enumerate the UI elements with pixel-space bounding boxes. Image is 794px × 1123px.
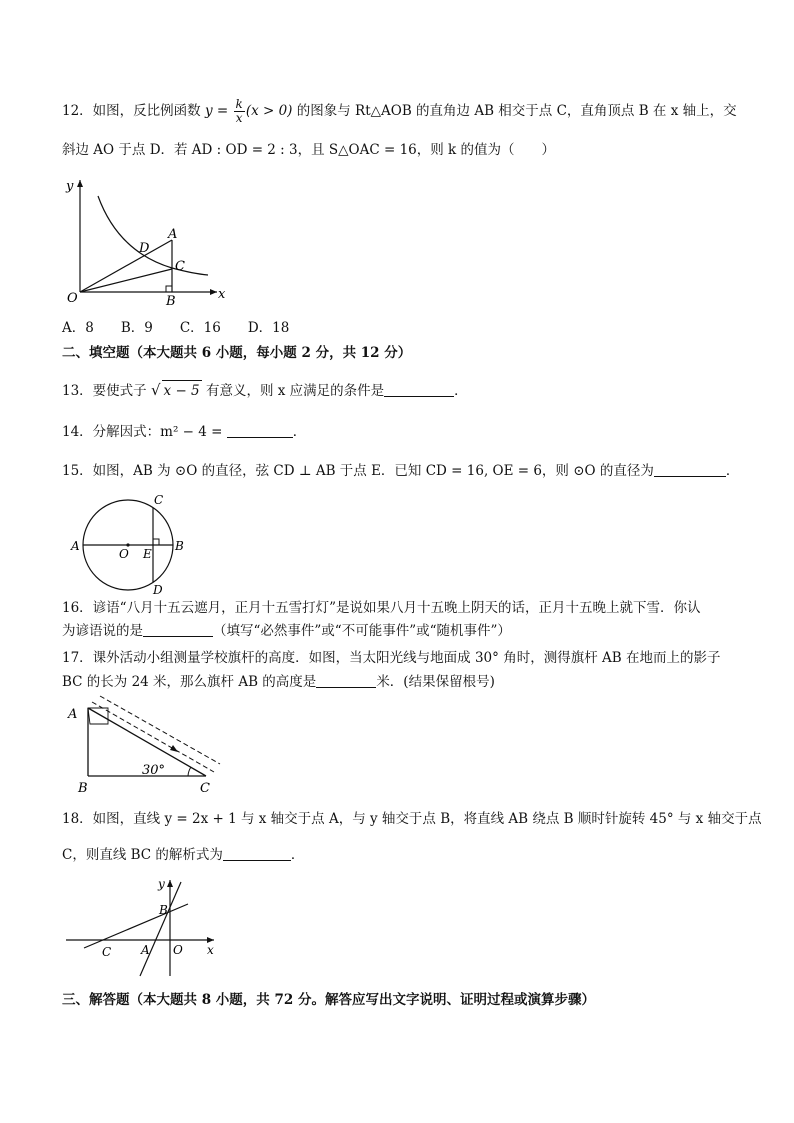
fraction-k-over-x: $\frac{k}{x}$ xyxy=(235,97,243,125)
fig12-label-A: A xyxy=(168,227,178,242)
fig15-label-A: A xyxy=(71,539,80,553)
fig18-label-B: B xyxy=(159,903,168,917)
fig17-label-A: A xyxy=(68,707,78,722)
fig15-label-B: B xyxy=(175,539,184,553)
q12-choices: A．8 B．9 C．16 D．18 xyxy=(62,320,290,336)
q15-figure xyxy=(66,492,196,596)
q16-answer-blank[interactable] xyxy=(143,622,213,637)
q16-line1: 16．谚语“八月十五云遮月，正月十五雪打灯”是说如果八月十五晚上阴天的话，正月十五晚上就下雪．你认 xyxy=(62,600,701,616)
q12-figure xyxy=(62,174,232,309)
q12-line1: 12．如图，反比例函数 y = $\frac{k}{x}$ (x > 0) 的图象与 Rt△AOB 的直角边 AB 相交于点 C，直角顶点 B 在 x 轴上，交 xyxy=(62,97,737,125)
fig18-label-x: x xyxy=(207,943,214,957)
fig12-label-D: D xyxy=(139,241,150,256)
fig12-label-O: O xyxy=(67,291,78,306)
fig12-label-B: B xyxy=(166,294,176,309)
q18-line1: 18．如图，直线 y = 2x + 1 与 x 轴交于点 A，与 y 轴交于点 B，将直线 AB 绕点 B 顺时针旋转 45° 与 x 轴交于点 xyxy=(62,811,762,827)
q16-line2: 为谚语说的是 （填写“必然事件”或“不可能事件”或“随机事件”） xyxy=(62,623,511,639)
fig18-label-C: C xyxy=(102,945,112,959)
fig18-label-y: y xyxy=(158,877,165,891)
q14-answer-blank[interactable] xyxy=(227,423,293,438)
q12-line2: 斜边 AO 于点 D．若 AD : OD = 2 : 3，且 S△OAC = 16，则 k 的值为（ ） xyxy=(62,142,556,158)
section3-heading: 三、解答题（本大题共 8 小题，共 72 分。解答应写出文字说明、证明过程或演算步骤） xyxy=(62,992,595,1008)
fig12-label-x: x xyxy=(218,287,226,302)
section2-heading: 二、填空题（本大题共 6 小题，每小题 2 分，共 12 分） xyxy=(62,345,412,361)
q18-line2: C，则直线 BC 的解析式为 ． xyxy=(62,847,305,863)
fig17-label-C: C xyxy=(200,781,210,796)
q14: 14．分解因式：m² − 4 = ． xyxy=(62,424,307,440)
fig15-label-O: O xyxy=(119,547,129,561)
fig15-label-E: E xyxy=(143,547,152,561)
fig15-label-C: C xyxy=(154,493,164,507)
fig15-label-D: D xyxy=(153,583,163,597)
q15-answer-blank[interactable] xyxy=(654,462,726,477)
q17-answer-blank[interactable] xyxy=(316,673,376,688)
q13-answer-blank[interactable] xyxy=(384,382,454,397)
q15: 15．如图，AB 为 ⊙O 的直径，弦 CD ⊥ AB 于点 E．已知 CD = 16, OE = 6，则 ⊙O 的直径为 ． xyxy=(62,463,740,479)
fig17-label-angle: 30° xyxy=(142,763,166,778)
q18-answer-blank[interactable] xyxy=(223,846,291,861)
fig12-label-y: y xyxy=(66,179,74,194)
q18-figure xyxy=(64,874,224,978)
radicand: x − 5 xyxy=(162,380,202,401)
fig18-label-A: A xyxy=(141,943,150,957)
q17-line2: BC 的长为 24 米，那么旗杆 AB 的高度是 米．(结果保留根号) xyxy=(62,674,495,690)
fig17-label-B: B xyxy=(78,781,88,796)
fig18-label-O: O xyxy=(173,943,183,957)
fig12-label-C: C xyxy=(175,259,185,274)
q13: 13．要使式子 √ x − 5 有意义，则 x 应满足的条件是 ． xyxy=(62,381,468,399)
q17-line1: 17．课外活动小组测量学校旗杆的高度．如图，当太阳光线与地面成 30° 角时，测得旗杆 AB 在地而上的影子 xyxy=(62,650,721,666)
q17-figure xyxy=(64,700,224,794)
